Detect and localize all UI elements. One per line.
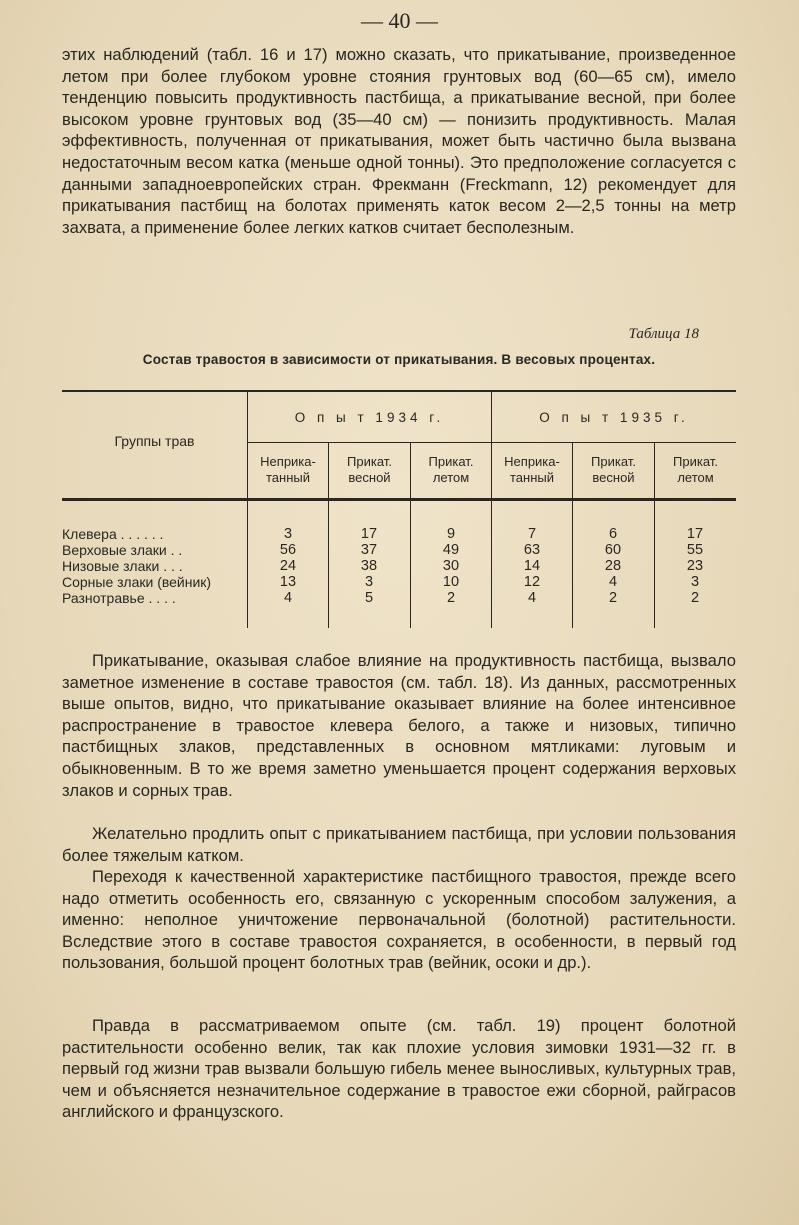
group-header-1935: О п ы т 1935 г. xyxy=(539,410,689,425)
table-row-label: Разнотравье . . . . xyxy=(62,590,176,606)
table-label: Таблица 18 xyxy=(628,326,699,342)
column-header-line: Неприка- xyxy=(260,454,316,469)
group-header-1934: О п ы т 1934 г. xyxy=(294,410,445,425)
table-cell: 9 xyxy=(446,526,456,542)
paragraph-wintering: Правда в рассматриваемом опыте (см. табл. 19) процент болотной растительности особенно велик, так как плохие условия зимовки 1931—32 гг. в первый год жизни трав вызвали большую гибель менее выносливых, культурных трав, чем и объясняется незначительное содержание в травостое ежи сборной, райграсов английского и французского. xyxy=(62,1016,736,1122)
table-cell: 10 xyxy=(442,574,460,590)
column-header-line: Прикат. xyxy=(591,454,636,469)
table-cell: 3 xyxy=(283,526,293,542)
table-cell: 17 xyxy=(360,526,378,542)
column-header-line: весной xyxy=(348,470,391,485)
table-cell: 37 xyxy=(360,542,378,558)
table-row-label: Клевера . . . . . . xyxy=(62,526,164,542)
page-number: — 40 — xyxy=(361,8,438,33)
column-header xyxy=(329,454,410,486)
column-header-line: летом xyxy=(432,470,470,485)
table-cell: 6 xyxy=(608,526,618,542)
table-cell: 4 xyxy=(527,590,537,606)
table-cell: 3 xyxy=(364,574,374,590)
table-cell: 23 xyxy=(686,558,704,574)
column-header-line: весной xyxy=(592,470,635,485)
column-header-line: Прикат. xyxy=(673,454,718,469)
column-header xyxy=(411,454,491,486)
column-header xyxy=(655,454,736,486)
column-header-line: Прикат. xyxy=(347,454,392,469)
row-header: Группы трав xyxy=(114,433,195,449)
column-header xyxy=(573,454,654,486)
table-cell: 28 xyxy=(604,558,622,574)
table-cell: 24 xyxy=(279,558,297,574)
table-cell: 12 xyxy=(523,574,541,590)
column-header-line: Неприка- xyxy=(504,454,560,469)
column-header xyxy=(248,454,328,486)
table-cell: 13 xyxy=(279,574,297,590)
table-row-label: Сорные злаки (вейник) xyxy=(62,574,212,590)
column-header-line: Прикат. xyxy=(428,454,474,469)
table-cell: 2 xyxy=(446,590,456,606)
table-cell: 17 xyxy=(686,526,704,542)
table-cell: 38 xyxy=(360,558,378,574)
table-cell: 30 xyxy=(442,558,460,574)
column-header-line: летом xyxy=(677,470,714,485)
paragraph-recommendation: Желательно продлить опыт с прикатыванием пастбища, при условии пользования более тяжелым катком. xyxy=(62,824,736,865)
paragraph-intro: этих наблюдений (табл. 16 и 17) можно сказать, что прикатывание, произведенное летом при более глубоком уровне стояния грунтовых вод (60—65 см), имело тенденцию повысить продуктивность пастбища, а прикатывание весной, при более высоком уровне грунтовых вод (35—40 см) — понизить продуктивность. Малая эффективность, полученная от прикатывания, может быть частично была вызвана недостаточным весом катка (меньше одной тонны). Это предположение согласуется с данными западноевропейских стран. Фрекманн (Freckmann, 12) рекомендует для прикатывания пастбищ на болотах применять каток весом 2—2,5 тонны на метр захвата, а применение более легких катков считает бесполезным. xyxy=(62,45,736,237)
table-cell: 2 xyxy=(690,590,700,606)
table-cell: 49 xyxy=(442,542,460,558)
table-cell: 7 xyxy=(527,526,537,542)
column-header xyxy=(492,454,572,486)
table-cell: 60 xyxy=(604,542,622,558)
table-cell: 14 xyxy=(523,558,541,574)
table-cell: 3 xyxy=(690,574,700,590)
table-cell: 55 xyxy=(686,542,704,558)
table-row-label: Низовые злаки . . . xyxy=(62,558,183,574)
table-cell: 4 xyxy=(283,590,293,606)
table-cell: 63 xyxy=(523,542,541,558)
table-cell: 56 xyxy=(279,542,297,558)
table-row-label: Верховые злаки . . xyxy=(62,542,183,558)
column-header-line: танный xyxy=(265,470,310,485)
data-table xyxy=(62,390,736,630)
table-cell: 5 xyxy=(364,590,374,606)
table-cell: 2 xyxy=(608,590,618,606)
table-cell: 4 xyxy=(608,574,618,590)
paragraph-quality: Переходя к качественной характеристике пастбищного травостоя, прежде всего надо отметить особенность его, связанную с ускоренным способом залужения, а именно: неполное уничтожение первоначальной (болотной) растительности. Вследствие этого в составе травостоя сохраняется, в особенности, в первый год пользования, большой процент болотных трав (вейник, осоки и др.). xyxy=(62,867,736,973)
table-caption: Состав травостоя в зависимости от прикатывания. В весовых процентах. xyxy=(142,352,656,367)
paragraph-rolling-effect: Прикатывание, оказывая слабое влияние на продуктивность пастбища, вызвало заметное изменение в составе травостоя (см. табл. 18). Из данных, рассмотренных выше опытов, видно, что прикатывание оказывает влияние на более интенсивное распространение в травостое клевера белого, а также и низовых, типично пастбищных злаков, представленных в основном мятликами: луговым и обыкновенным. В то же время заметно уменьшается процент содержания верховых злаков и сорных трав. xyxy=(62,651,736,800)
column-header-line: танный xyxy=(509,470,554,485)
